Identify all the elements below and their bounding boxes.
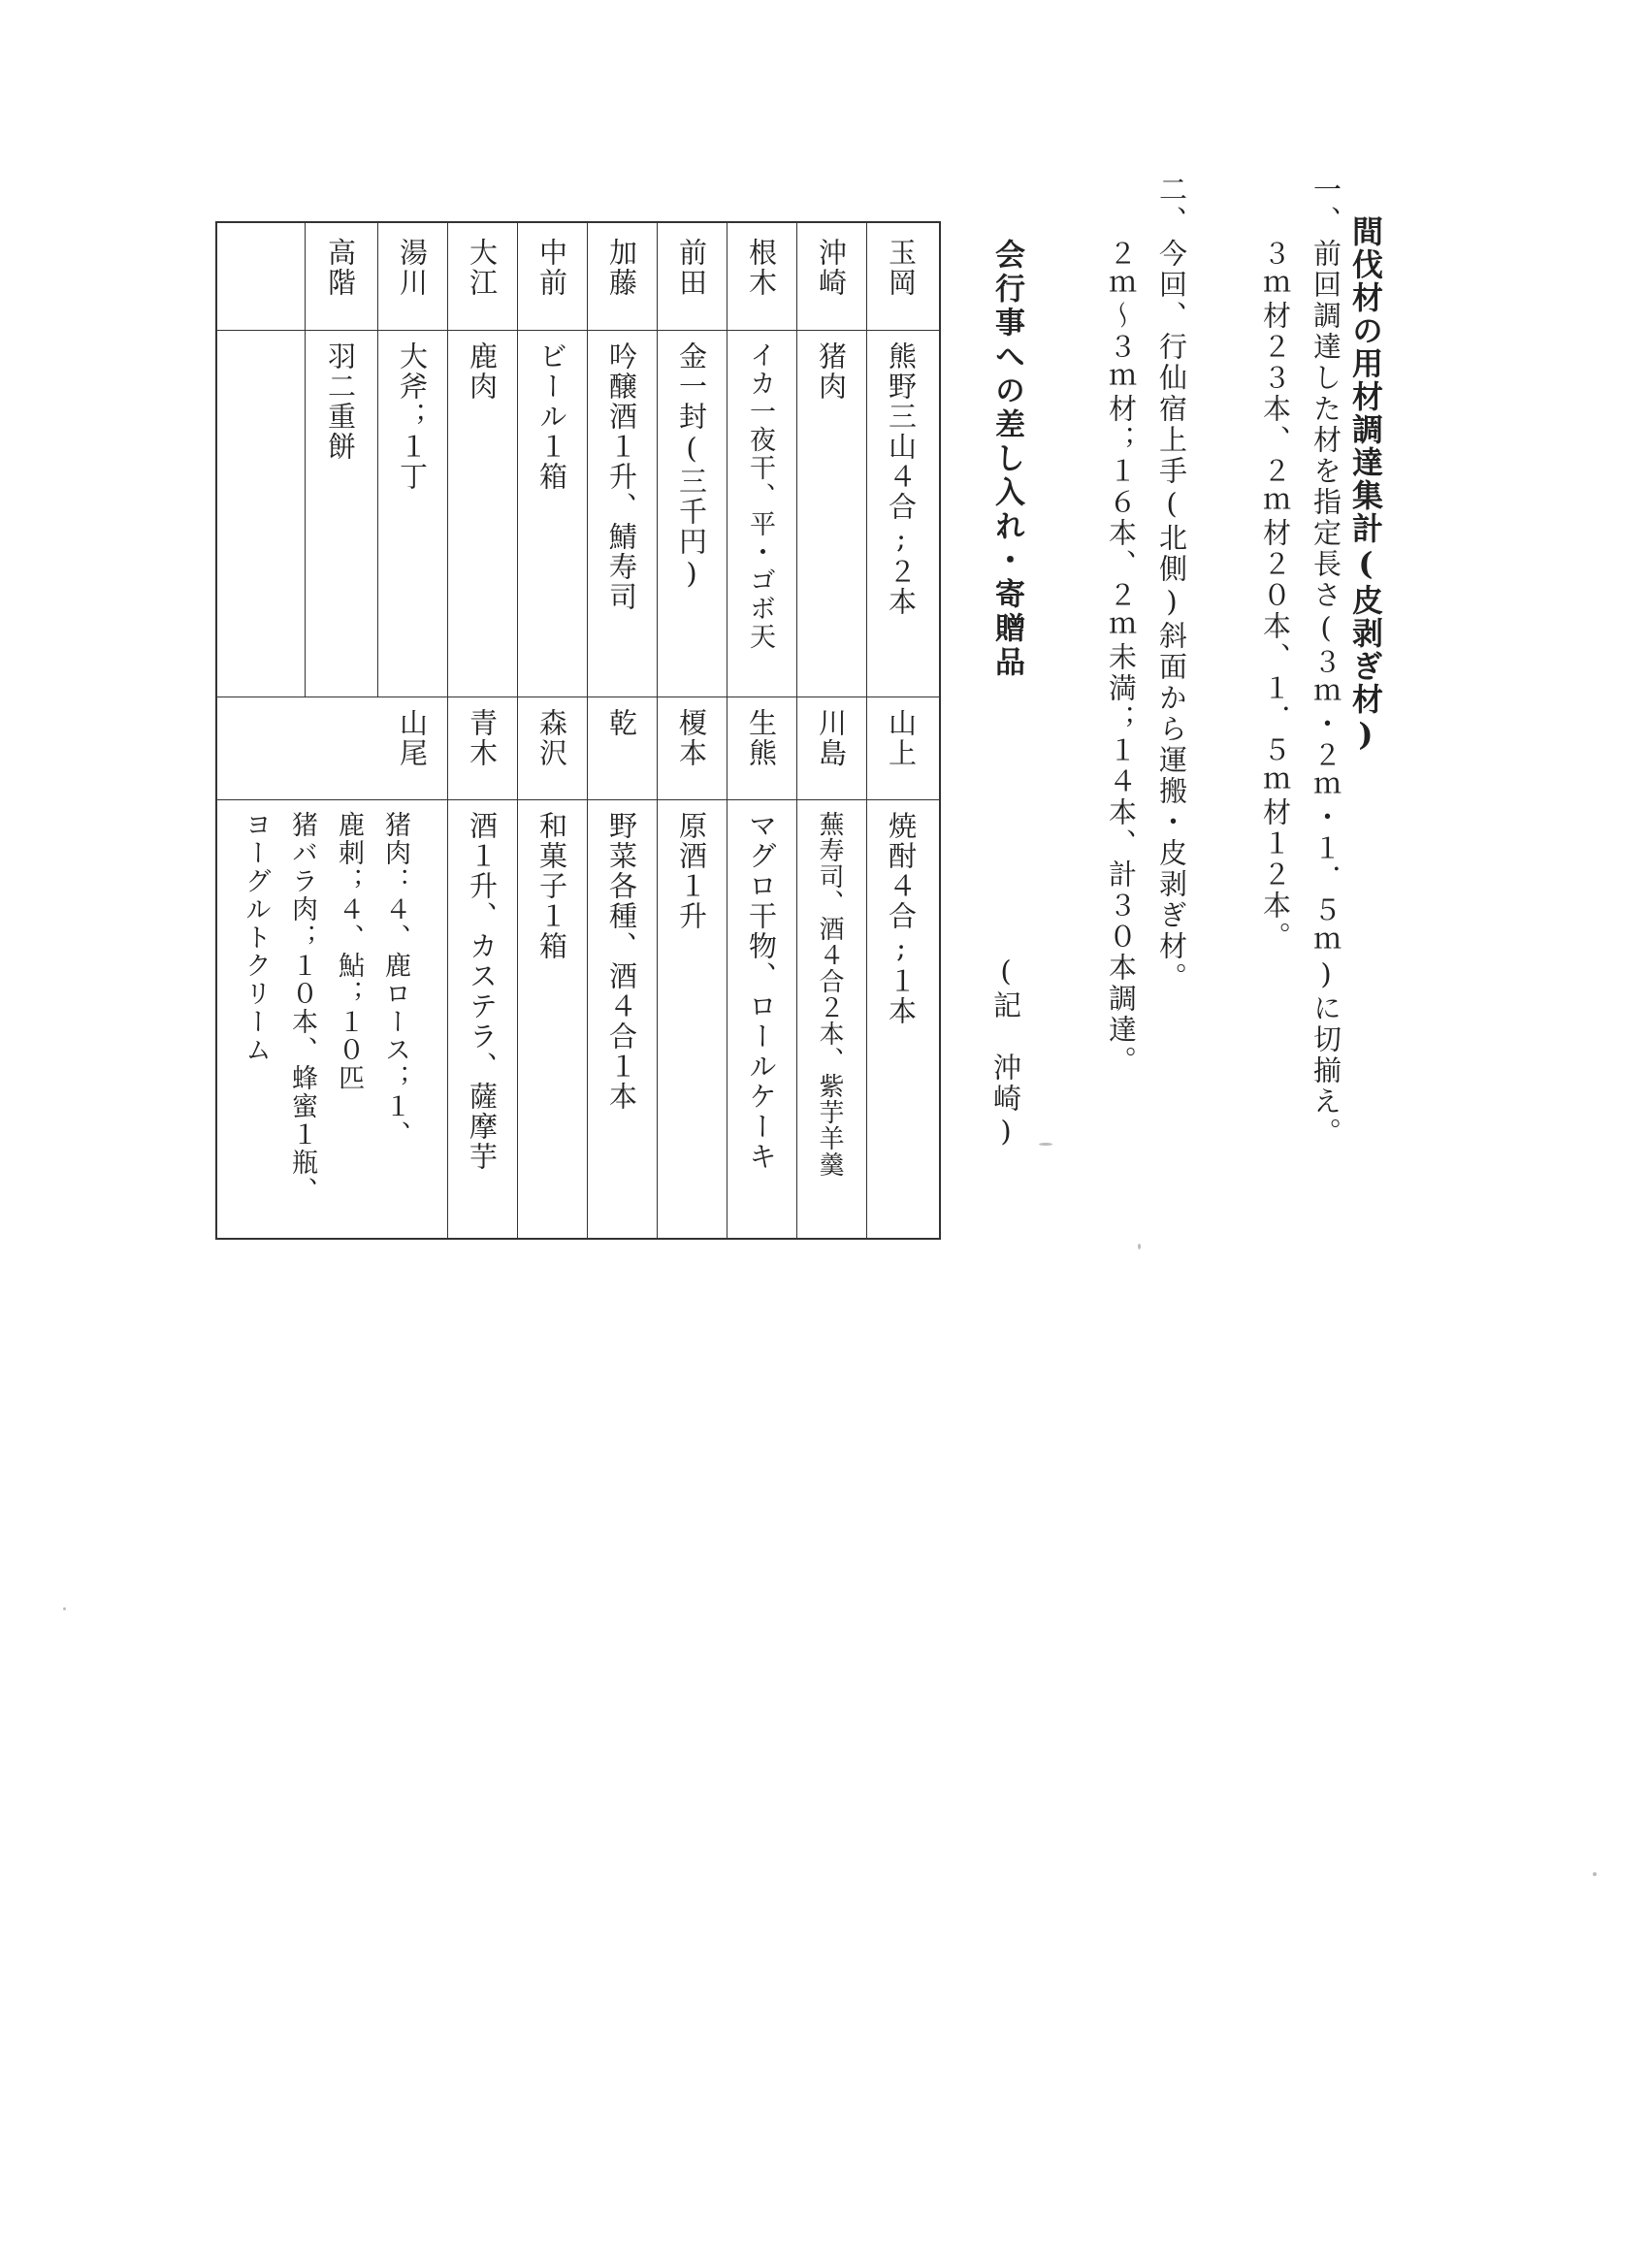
gift-name: 生熊	[745, 708, 778, 768]
gift-name: 沖崎	[815, 238, 848, 298]
scan-speck	[1593, 1872, 1597, 1876]
col-line-4	[657, 223, 658, 1238]
item1-line1: 前回調達した材を指定長さ(３ｍ・２ｍ・１．５ｍ)に切揃え。	[1310, 239, 1342, 1149]
gift-name: 中前	[535, 238, 568, 298]
gift-item: 大斧；１丁	[396, 341, 429, 492]
gift-item: 猪肉	[815, 341, 848, 402]
gift-item: 羽二重餅	[324, 341, 357, 462]
table-divider-name-right	[217, 330, 939, 331]
gift-item: マグロ干物、ロールケーキ	[745, 811, 778, 1172]
col-line-6	[517, 223, 518, 1238]
gift-name: 前田	[675, 238, 708, 298]
col-line-1	[866, 223, 867, 1238]
col-line-8-top	[377, 223, 378, 697]
item1-line2: ３ｍ材２３本、２ｍ材２０本、１．５ｍ材１２本。	[1259, 239, 1292, 953]
gift-item: 猪バラ肉；１０本、蜂蜜１瓶、	[287, 811, 317, 1205]
document-title: 間伐材の用材調達集計(皮剥ぎ材)	[1347, 215, 1384, 755]
item1-marker: 一、	[1310, 175, 1342, 237]
scan-speck	[63, 1607, 66, 1610]
gift-name: 青木	[466, 708, 499, 768]
gift-item: ヨーグルトクリーム	[241, 811, 271, 1064]
gift-item: 吟醸酒１升、鯖寿司	[605, 341, 638, 612]
gift-name: 山尾	[396, 708, 429, 768]
gift-item: 蕪寿司、酒４合２本、紫芋羊羹	[815, 811, 844, 1178]
gift-name: 大江	[466, 238, 499, 298]
author-note: (記 沖崎)	[989, 955, 1022, 1150]
scan-speck	[1138, 1244, 1141, 1249]
table-divider-name-left	[217, 799, 939, 800]
gift-name: 山上	[885, 708, 918, 768]
col-line-2	[796, 223, 797, 1238]
col-line-9-top	[305, 223, 306, 697]
gift-item: 原酒１升	[675, 811, 708, 931]
gift-item: イカ一夜干、平・ゴボ天	[745, 341, 775, 651]
item2-marker: 二、	[1155, 175, 1188, 237]
gift-table	[215, 221, 941, 1240]
gift-item: 熊野三山４合;２本	[885, 341, 918, 617]
gift-name: 乾	[605, 708, 638, 738]
gift-item: ビール１箱	[535, 341, 568, 492]
gift-name: 湯川	[396, 238, 429, 298]
gift-item: 和菓子１箱	[535, 811, 568, 961]
section-title: 会行事への差し入れ・寄贈品	[989, 239, 1024, 680]
gift-item: 焼酎４合;１本	[885, 811, 918, 1026]
scan-speck	[1039, 1143, 1052, 1146]
gift-name: 榎本	[675, 708, 708, 768]
gift-name: 川島	[815, 708, 848, 768]
gift-name: 高階	[324, 238, 357, 298]
gift-name: 森沢	[535, 708, 568, 768]
gift-name: 加藤	[605, 238, 638, 298]
gift-item: 猪肉：４、鹿ロース；１、	[380, 811, 410, 1149]
gift-name: 根木	[745, 238, 778, 298]
gift-item: 鹿刺；４、鮎；１０匹	[334, 811, 364, 1092]
col-line-7	[447, 223, 448, 1238]
gift-item: 野菜各種、酒４合１本	[605, 811, 638, 1112]
gift-name: 玉岡	[885, 238, 918, 298]
col-line-5	[587, 223, 588, 1238]
gift-item: 金一封(三千円)	[675, 341, 708, 592]
gift-item: 鹿肉	[466, 341, 499, 402]
gift-item: 酒１升、カステラ、薩摩芋	[466, 811, 499, 1172]
item2-line1: 今回、行仙宿上手(北側)斜面から運搬・皮剥ぎ材。	[1155, 239, 1188, 993]
col-line-3	[727, 223, 728, 1238]
item2-line2: ２ｍ～３ｍ材；１６本、２ｍ未満；１４本、計３０本調達。	[1105, 239, 1138, 1077]
